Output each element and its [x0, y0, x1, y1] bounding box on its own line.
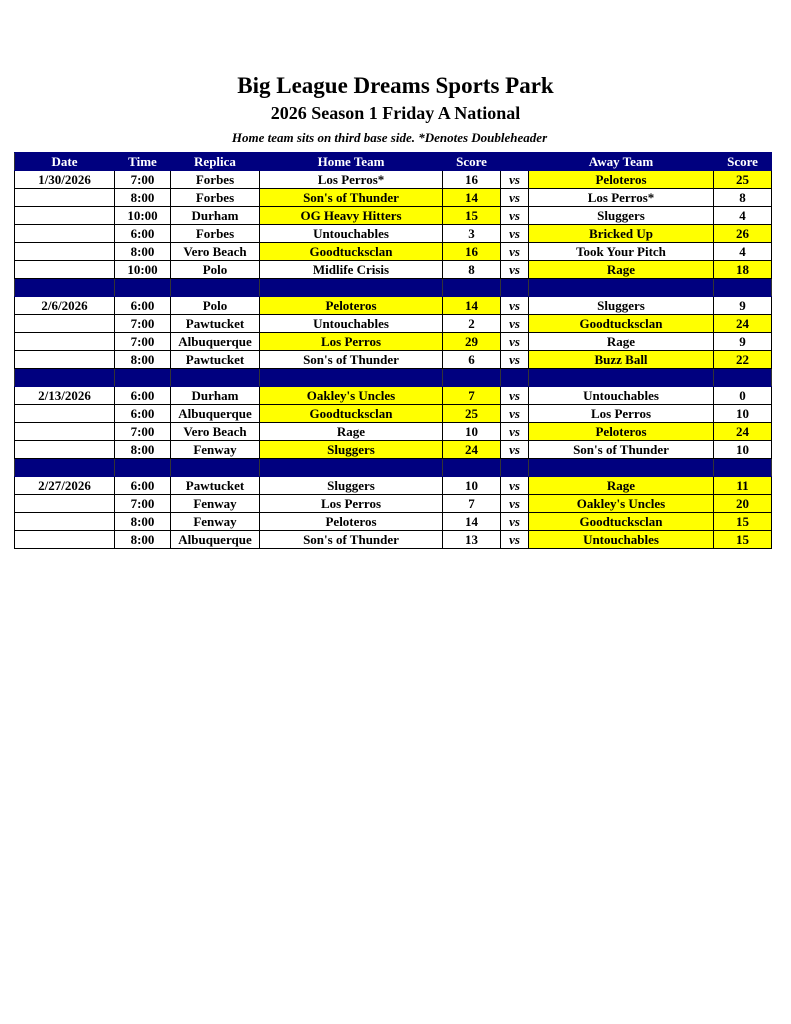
time-cell: 6:00 — [115, 405, 171, 423]
away-team-cell: Son's of Thunder — [529, 441, 714, 459]
separator-cell — [15, 279, 115, 297]
time-cell: 10:00 — [115, 261, 171, 279]
separator-cell — [171, 369, 260, 387]
column-header-date: Date — [15, 153, 115, 171]
replica-cell: Pawtucket — [171, 351, 260, 369]
vs-cell: vs — [501, 315, 529, 333]
date-cell — [15, 513, 115, 531]
game-row — [15, 315, 772, 333]
vs-cell: vs — [501, 225, 529, 243]
vs-cell: vs — [501, 297, 529, 315]
separator-cell — [15, 459, 115, 477]
separator-cell — [529, 369, 714, 387]
home-score-cell: 3 — [443, 225, 501, 243]
separator-cell — [501, 369, 529, 387]
vs-cell: vs — [501, 351, 529, 369]
separator-cell — [115, 279, 171, 297]
time-cell: 7:00 — [115, 495, 171, 513]
time-cell: 7:00 — [115, 423, 171, 441]
time-cell: 8:00 — [115, 513, 171, 531]
week-separator-row — [15, 459, 772, 477]
home-score-cell: 24 — [443, 441, 501, 459]
separator-cell — [714, 369, 772, 387]
home-score-cell: 25 — [443, 405, 501, 423]
away-team-cell: Los Perros — [529, 405, 714, 423]
home-score-cell: 10 — [443, 477, 501, 495]
vs-cell: vs — [501, 207, 529, 225]
date-cell — [15, 207, 115, 225]
game-row — [15, 423, 772, 441]
away-team-cell: Bricked Up — [529, 225, 714, 243]
home-team-cell: Sluggers — [260, 441, 443, 459]
home-team-cell: Peloteros — [260, 513, 443, 531]
separator-cell — [529, 279, 714, 297]
vs-cell: vs — [501, 477, 529, 495]
away-score-cell: 25 — [714, 171, 772, 189]
game-row — [15, 387, 772, 405]
time-cell: 7:00 — [115, 333, 171, 351]
home-score-cell: 6 — [443, 351, 501, 369]
away-score-cell: 9 — [714, 333, 772, 351]
away-score-cell: 11 — [714, 477, 772, 495]
game-row — [15, 495, 772, 513]
date-cell — [15, 351, 115, 369]
date-cell — [15, 423, 115, 441]
home-team-cell: Los Perros — [260, 333, 443, 351]
home-team-cell: Goodtucksclan — [260, 405, 443, 423]
home-team-cell: Sluggers — [260, 477, 443, 495]
game-row — [15, 477, 772, 495]
replica-cell: Fenway — [171, 441, 260, 459]
vs-cell: vs — [501, 243, 529, 261]
away-score-cell: 26 — [714, 225, 772, 243]
separator-cell — [714, 279, 772, 297]
separator-cell — [443, 459, 501, 477]
date-cell — [15, 315, 115, 333]
away-score-cell: 24 — [714, 423, 772, 441]
away-team-cell: Goodtucksclan — [529, 513, 714, 531]
date-cell: 2/13/2026 — [15, 387, 115, 405]
date-cell — [15, 495, 115, 513]
column-header-away-score: Score — [714, 153, 772, 171]
game-row — [15, 531, 772, 549]
vs-cell: vs — [501, 513, 529, 531]
time-cell: 8:00 — [115, 189, 171, 207]
replica-cell: Vero Beach — [171, 423, 260, 441]
home-team-cell: Midlife Crisis — [260, 261, 443, 279]
vs-cell: vs — [501, 171, 529, 189]
replica-cell: Albuquerque — [171, 333, 260, 351]
header-row — [15, 153, 772, 171]
home-score-cell: 14 — [443, 189, 501, 207]
separator-cell — [260, 279, 443, 297]
time-cell: 10:00 — [115, 207, 171, 225]
away-team-cell: Buzz Ball — [529, 351, 714, 369]
separator-cell — [15, 369, 115, 387]
home-score-cell: 14 — [443, 513, 501, 531]
away-score-cell: 18 — [714, 261, 772, 279]
replica-cell: Albuquerque — [171, 405, 260, 423]
game-row — [15, 333, 772, 351]
time-cell: 8:00 — [115, 243, 171, 261]
away-team-cell: Took Your Pitch — [529, 243, 714, 261]
game-row — [15, 297, 772, 315]
replica-cell: Durham — [171, 207, 260, 225]
vs-cell: vs — [501, 261, 529, 279]
vs-cell: vs — [501, 387, 529, 405]
separator-cell — [443, 369, 501, 387]
game-row — [15, 207, 772, 225]
column-header-away-team: Away Team — [529, 153, 714, 171]
time-cell: 6:00 — [115, 387, 171, 405]
away-score-cell: 15 — [714, 531, 772, 549]
away-score-cell: 24 — [714, 315, 772, 333]
home-team-cell: Goodtucksclan — [260, 243, 443, 261]
column-header-vs — [501, 153, 529, 171]
replica-cell: Polo — [171, 261, 260, 279]
date-cell: 2/27/2026 — [15, 477, 115, 495]
home-team-cell: Peloteros — [260, 297, 443, 315]
vs-cell: vs — [501, 423, 529, 441]
schedule-note: Home team sits on third base side. *Denotes Doubleheader — [231, 130, 548, 145]
home-score-cell: 16 — [443, 171, 501, 189]
week-separator-row — [15, 369, 772, 387]
replica-cell: Pawtucket — [171, 477, 260, 495]
away-team-cell: Goodtucksclan — [529, 315, 714, 333]
home-score-cell: 13 — [443, 531, 501, 549]
column-header-time: Time — [115, 153, 171, 171]
date-cell — [15, 243, 115, 261]
column-header-home-team: Home Team — [260, 153, 443, 171]
home-team-cell: Oakley's Uncles — [260, 387, 443, 405]
game-row — [15, 405, 772, 423]
away-score-cell: 8 — [714, 189, 772, 207]
away-score-cell: 9 — [714, 297, 772, 315]
date-cell: 1/30/2026 — [15, 171, 115, 189]
home-team-cell: Los Perros — [260, 495, 443, 513]
replica-cell: Pawtucket — [171, 315, 260, 333]
vs-cell: vs — [501, 441, 529, 459]
date-cell — [15, 441, 115, 459]
separator-cell — [260, 459, 443, 477]
date-cell — [15, 531, 115, 549]
separator-cell — [260, 369, 443, 387]
separator-cell — [171, 279, 260, 297]
replica-cell: Fenway — [171, 495, 260, 513]
home-score-cell: 14 — [443, 297, 501, 315]
vs-cell: vs — [501, 531, 529, 549]
replica-cell: Durham — [171, 387, 260, 405]
game-row — [15, 171, 772, 189]
home-score-cell: 10 — [443, 423, 501, 441]
away-team-cell: Los Perros* — [529, 189, 714, 207]
away-score-cell: 20 — [714, 495, 772, 513]
home-team-cell: Untouchables — [260, 315, 443, 333]
away-team-cell: Untouchables — [529, 387, 714, 405]
replica-cell: Fenway — [171, 513, 260, 531]
replica-cell: Forbes — [171, 171, 260, 189]
game-row — [15, 225, 772, 243]
away-score-cell: 4 — [714, 243, 772, 261]
time-cell: 8:00 — [115, 531, 171, 549]
away-team-cell: Rage — [529, 477, 714, 495]
date-cell — [15, 225, 115, 243]
home-team-cell: Son's of Thunder — [260, 189, 443, 207]
away-team-cell: Sluggers — [529, 297, 714, 315]
away-score-cell: 0 — [714, 387, 772, 405]
away-team-cell: Oakley's Uncles — [529, 495, 714, 513]
time-cell: 8:00 — [115, 351, 171, 369]
game-row — [15, 189, 772, 207]
away-score-cell: 10 — [714, 441, 772, 459]
separator-cell — [714, 459, 772, 477]
date-cell — [15, 333, 115, 351]
schedule-table — [14, 152, 772, 549]
replica-cell: Polo — [171, 297, 260, 315]
away-team-cell: Rage — [529, 333, 714, 351]
separator-cell — [115, 459, 171, 477]
column-header-home-score: Score — [443, 153, 501, 171]
game-row — [15, 441, 772, 459]
replica-cell: Forbes — [171, 189, 260, 207]
time-cell: 8:00 — [115, 441, 171, 459]
away-team-cell: Peloteros — [529, 171, 714, 189]
game-row — [15, 261, 772, 279]
home-team-cell: Rage — [260, 423, 443, 441]
separator-cell — [115, 369, 171, 387]
vs-cell: vs — [501, 333, 529, 351]
away-score-cell: 15 — [714, 513, 772, 531]
away-score-cell: 4 — [714, 207, 772, 225]
separator-cell — [501, 279, 529, 297]
away-team-cell: Peloteros — [529, 423, 714, 441]
away-team-cell: Untouchables — [529, 531, 714, 549]
game-row — [15, 513, 772, 531]
time-cell: 6:00 — [115, 297, 171, 315]
replica-cell: Forbes — [171, 225, 260, 243]
date-cell: 2/6/2026 — [15, 297, 115, 315]
home-score-cell: 15 — [443, 207, 501, 225]
separator-cell — [171, 459, 260, 477]
time-cell: 7:00 — [115, 171, 171, 189]
away-team-cell: Sluggers — [529, 207, 714, 225]
away-score-cell: 22 — [714, 351, 772, 369]
home-score-cell: 7 — [443, 495, 501, 513]
home-score-cell: 2 — [443, 315, 501, 333]
vs-cell: vs — [501, 495, 529, 513]
date-cell — [15, 405, 115, 423]
vs-cell: vs — [501, 189, 529, 207]
home-team-cell: Son's of Thunder — [260, 351, 443, 369]
home-score-cell: 16 — [443, 243, 501, 261]
week-separator-row — [15, 279, 772, 297]
away-team-cell: Rage — [529, 261, 714, 279]
page-subtitle: 2026 Season 1 Friday A National — [270, 103, 521, 123]
replica-cell: Vero Beach — [171, 243, 260, 261]
replica-cell: Albuquerque — [171, 531, 260, 549]
date-cell — [15, 261, 115, 279]
home-score-cell: 29 — [443, 333, 501, 351]
home-score-cell: 7 — [443, 387, 501, 405]
separator-cell — [501, 459, 529, 477]
separator-cell — [529, 459, 714, 477]
game-row — [15, 351, 772, 369]
time-cell: 7:00 — [115, 315, 171, 333]
home-team-cell: Untouchables — [260, 225, 443, 243]
time-cell: 6:00 — [115, 477, 171, 495]
game-row — [15, 243, 772, 261]
away-score-cell: 10 — [714, 405, 772, 423]
column-header-replica: Replica — [171, 153, 260, 171]
vs-cell: vs — [501, 405, 529, 423]
page-title: Big League Dreams Sports Park — [237, 73, 554, 98]
time-cell: 6:00 — [115, 225, 171, 243]
home-team-cell: OG Heavy Hitters — [260, 207, 443, 225]
home-team-cell: Los Perros* — [260, 171, 443, 189]
home-team-cell: Son's of Thunder — [260, 531, 443, 549]
home-score-cell: 8 — [443, 261, 501, 279]
date-cell — [15, 189, 115, 207]
separator-cell — [443, 279, 501, 297]
